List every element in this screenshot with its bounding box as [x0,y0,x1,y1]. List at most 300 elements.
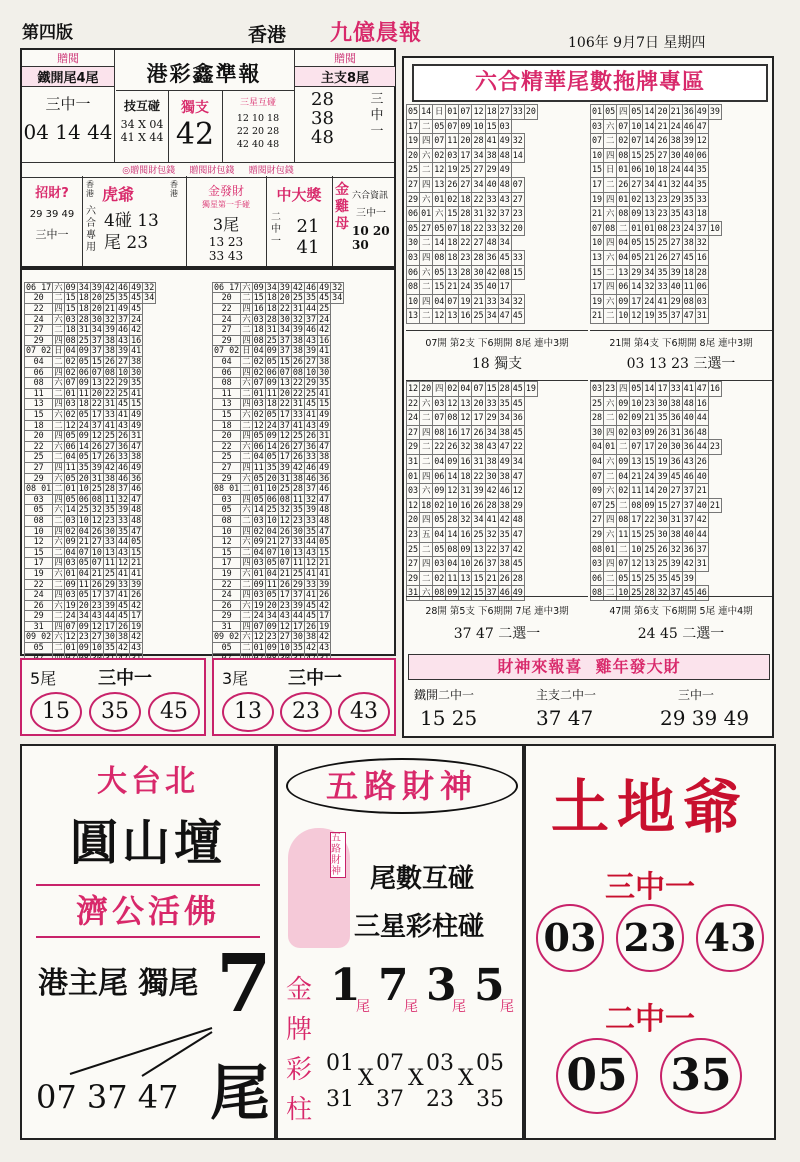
tail-grid-cell: 38 [485,148,498,163]
tail-grid-cell: 六 [420,192,433,207]
history-cell: 19 [65,599,76,610]
tail-grid-cell: 42 [682,557,695,572]
history-cell: 13 [25,399,53,410]
history-cell: 35 [292,642,303,653]
tail-grid-cell: 01 [420,207,433,222]
tail-grid-cell: 14 [630,280,643,295]
bottom-mid-panel: 五路財神 五路財神 尾數互碰 三星彩柱碰 金牌彩柱 1 尾 7 尾 3 尾 5 尾 01 31 X 07 37 X 03 23 X 05 35 [276,744,524,1140]
collide-label: 技互碰 [123,99,160,113]
tail-grid-cell: 07 [617,557,630,572]
caishen-figure [288,828,350,948]
tail-grid-row [591,527,722,542]
history-cell: 49 [117,303,129,314]
tail-grid-cell: 28 [511,571,524,586]
history-cell: 08 [253,334,264,345]
tail-grid-cell: 18 [459,192,472,207]
history-row [25,600,156,611]
tail-grid-cell: 01 [433,192,446,207]
tail-grid-cell: 28 [591,411,604,426]
history-cell: 46 [305,324,317,335]
tail-grid-row [591,309,722,324]
history-cell: 41 [131,387,142,398]
tail-grid-cell: 21 [643,411,656,426]
tail-grid-row [407,294,538,309]
history-cell: 13 [213,399,241,410]
tail-grid-cell: 03 [498,119,511,134]
history-cell: 42 [131,599,142,610]
history-cell: 19 [25,568,53,579]
history-cell: 15 [131,546,142,557]
tail-grid-cell: 35 [656,411,669,426]
history-cell: 07 [253,377,264,388]
tail-grid-cell: 46 [695,586,708,601]
tail-grid-cell: 17 [407,119,420,134]
history-cell: 09 [78,377,89,388]
tail-grid-cell: 44 [682,163,695,178]
history-cell: 49 [319,419,330,430]
history-cell: 26 [25,600,53,611]
history-cell: 48 [131,514,142,525]
tail-grid-cell: 22 [472,469,485,484]
tail-grid-cell: 06 [695,148,708,163]
tail-grid-cell: 40 [682,148,695,163]
tail-grid-cell: 二 [604,571,617,586]
tail-grid-cell: 45 [669,571,682,586]
tail-grid-cell: 32 [485,527,498,542]
tail-grid-cell: 22 [433,440,446,455]
history-cell: 49 [131,419,142,430]
tail-grid-cell: 31 [695,309,708,324]
history-cell: 45 [117,599,129,610]
gift-label-left: 贈閱 [57,52,79,65]
history-cell: 12 [65,631,76,642]
tail-grid-cell: 六 [433,207,446,222]
tail-grid-cell: 35 [498,527,511,542]
tail-grid-row [591,148,722,163]
tail-grid-cell: 23 [511,207,524,222]
tail-grid-cell: 05 [617,571,630,586]
tail-grid-cell: 24 [643,469,656,484]
tail-grid-cell: 01 [604,542,617,557]
tail-grid-cell: 22 [511,440,524,455]
tail-grid-cell: 22 [407,396,420,411]
tail-grid-cell: 14 [446,527,459,542]
tail-grid-cell: 16 [459,527,472,542]
history-cell: 49 [319,281,330,292]
history-cell: 36 [117,440,129,451]
history-row [25,410,156,421]
history-cell: 41 [131,567,142,578]
tail-grid-cell: 39 [682,571,695,586]
tail-grid-cell: 19 [643,309,656,324]
tail-grid-cell: 六 [604,527,617,542]
history-row [213,293,344,304]
history-table-right [212,272,394,654]
history-cell: 01 [253,567,264,578]
history-cell: 41 [104,419,115,430]
tail-grid-cell: 06 [407,265,420,280]
tail-grid-cell: 26 [656,250,669,265]
history-row [25,505,156,516]
history-row [25,547,156,558]
earth-num-1: 43 [696,904,764,972]
history-cell: 49 [319,409,330,420]
info-sub: 三中一 [356,208,386,219]
tail-grid-cell: 13 [643,207,656,222]
tail-grid-cell: 39 [472,484,485,499]
history-row [25,399,156,410]
mid-tail-unit: 尾 [500,999,514,1015]
history-cell: 四 [242,557,251,568]
history-cell: 六 [54,440,63,451]
tail-grid-cell: 05 [433,119,446,134]
history-cell: 30 [279,313,290,324]
history-cell: 六 [54,409,63,420]
history-cell: 06 17 [214,281,240,292]
tail-grid-cell: 13 [459,396,472,411]
history-cell: 22 [213,304,241,315]
top-left-panel: 贈閱 鐵開尾4尾 三中一 04 14 44 港彩鑫準報 技互碰 34 X 04 41 X 44 獨支 42 三星互碰 12 10 18 22 20 28 42 40 48 贈閱 主支8尾 28 38 48 三中一 ◎贈閱財包錢 贈閱財包錢 贈閱財包錢 招財? 29 39 49 三中一 香港 虎爺 香港 六合專用 4碰 13 尾 23 金發財 獨星第一手碰 3尾 13 23 33 43 中大獎 二中一 21 41 金雞母 六合資訊 三中一 10 20 30 [20,48,396,268]
history-cell: 四 [54,493,63,504]
tail-grid-cell: 16 [459,498,472,513]
fortune-item-3-nums: 29 39 49 [660,706,750,730]
tail-grid-cell: 17 [591,177,604,192]
tail-grid-cell: 19 [446,163,459,178]
tail-grid-cell: 13 [617,265,630,280]
history-cell: 42 [305,642,317,653]
tail-grid-cell: 09 [643,425,656,440]
history-cell: 45 [305,599,317,610]
golden-rooster: 金雞母 [335,182,349,232]
history-cell: 25 [305,387,317,398]
history-cell: 38 [131,356,142,367]
tail-grid-cell: 四 [604,425,617,440]
iron-tail-label: 鐵開尾4尾 [22,66,114,87]
history-cell: 12 [117,557,129,568]
history-cell: 四 [242,303,251,314]
history-cell: 33 [104,536,115,547]
tail-grid-row [591,207,722,222]
tail-grid-cell: 18 [485,105,498,120]
history-cell: 43 [279,610,290,621]
history-cell: 二 [54,642,63,653]
tail-grid-cell: 07 [617,119,630,134]
tail-grid-cell: 06 [630,163,643,178]
history-cell: 39 [292,324,303,335]
history-row [213,547,344,558]
history-cell: 22 [25,304,53,315]
tail-grid-cell: 30 [669,148,682,163]
gift-label-right: 贈閱 [334,52,356,65]
history-cell: 37 [91,345,102,356]
history-cell: 04 [65,345,76,356]
history-cell: 31 [292,398,303,409]
tail-grid-cell: 18 [459,221,472,236]
tail-grid-cell: 37 [498,207,511,222]
history-cell: 32 [144,281,155,292]
deity-label: 濟公活佛 [36,884,260,938]
caishen-scroll: 五路財神 [330,832,346,878]
history-row [213,484,344,495]
history-cell: 29 [25,473,53,484]
tail-grid-cell: 38 [498,498,511,513]
history-cell: 09 [78,620,89,631]
tail-grid-cell: 05 [630,236,643,251]
history-row [25,420,156,431]
tail-grid-cell: 二 [420,454,433,469]
tail-grid-cell: 四 [604,236,617,251]
tail-grid-cell: 四 [420,177,433,192]
history-cell: 28 [292,483,303,494]
tail-grid-cell: 21 [630,469,643,484]
history-cell: 01 [65,387,76,398]
history-cell: 14 [65,504,76,515]
history-cell: 09 02 [26,631,52,642]
tail-grid-cell: 29 [485,163,498,178]
tail-grid-cell: 13 [630,454,643,469]
history-cell: 24 [319,313,330,324]
history-cell: 33 [117,451,129,462]
region-label: 大台北 [97,764,199,799]
history-cell: 二 [242,610,251,621]
history-cell: 45 [117,610,129,621]
tail-grid-cell: 36 [485,250,498,265]
tail-grid-cell: 10 [708,221,721,236]
tail-grid-row [591,250,722,265]
tail-grid-cell: 21 [695,484,708,499]
history-row [25,325,156,336]
history-cell: 29 [25,611,53,622]
history-row [213,558,344,569]
tail-grid-cell: 49 [695,105,708,120]
mid-tail-unit: 尾 [452,999,466,1015]
history-cell: 26 [91,440,102,451]
history-cell: 09 [253,281,264,292]
history-cell: 04 [253,546,264,557]
tail-grid-cell: 04 [433,454,446,469]
history-cell: 日 [242,345,251,356]
history-cell: 24 [25,314,53,325]
history-cell: 15 [319,546,330,557]
history-cell: 45 [305,398,317,409]
tail-grid-cell: 02 [446,192,459,207]
fortune-item-1-label: 鐵開二中一 [414,688,475,702]
history-cell: 38 [131,451,142,462]
history-cell: 二 [54,356,63,367]
tail-grid-cell: 34 [472,148,485,163]
fortune-banner: 財神來報喜 雞年發大財 [408,654,770,680]
tail-grid-cell: 25 [407,542,420,557]
tail-grid-cell: 六 [420,148,433,163]
tail-box-5-sub: 三中一 [98,668,152,689]
star-label: 三星互碰 [239,98,276,108]
tail-grid-cell: 02 [617,134,630,149]
tail-grid-cell: 四 [433,382,446,397]
tail-grid-cell: 05 [630,105,643,120]
tail-grid-cell: 32 [643,280,656,295]
history-row [25,293,156,304]
history-cell: 37 [279,419,290,430]
tail-grid-cell: 26 [446,177,459,192]
history-cell: 14 [266,440,277,451]
history-header-row [213,272,344,282]
history-cell: 08 [279,493,290,504]
history-cell: 25 [279,483,290,494]
history-cell: 41 [117,409,129,420]
history-cell: 17 [279,451,290,462]
tail-grid-cell: 12 [459,411,472,426]
history-cell: 10 [78,514,89,525]
history-cell: 32 [305,493,317,504]
tail-grid-cell: 45 [511,425,524,440]
history-cell: 02 [253,409,264,420]
history-row [213,378,344,389]
tail-grid-cell: 12 [472,105,485,120]
history-cell: 20 [25,293,53,304]
tail-grid-row [407,557,538,572]
history-cell: 22 [292,377,303,388]
tail-box-5-num: 45 [148,692,200,732]
history-cell: 18 [78,292,89,303]
history-cell: 24 [253,610,264,621]
history-cell: 46 [305,461,317,472]
history-cell: 09 [253,536,264,547]
history-cell: 四 [54,589,63,600]
tail-grid-cell: 07 [446,119,459,134]
tail-grid-row [591,382,722,397]
history-cell: 29 [25,335,53,346]
tail-grid-cell: 33 [485,221,498,236]
tail-grid-cell: 14 [643,105,656,120]
history-cell: 11 [25,388,53,399]
tail-grid-cell: 14 [643,134,656,149]
history-cell: 六 [54,504,63,515]
history-cell: 二 [54,514,63,525]
history-cell: 38 [104,472,115,483]
tail-grid-cell: 46 [682,119,695,134]
history-cell: 17 [91,409,102,420]
history-cell: 47 [131,493,142,504]
history-cell: 39 [117,504,129,515]
tail-grid-cell: 16 [446,425,459,440]
tail-grid-cell: 32 [695,236,708,251]
history-cell: 四 [242,525,251,536]
tail-box-5 [20,658,206,736]
tail-grid-cell: 四 [420,425,433,440]
history-cell: 二 [54,387,63,398]
tail-grid-cell: 26 [472,557,485,572]
history-cell: 09 [266,430,277,441]
history-cell: 33 [292,409,303,420]
mid-tail-nums: 05 35 [476,1051,504,1112]
history-cell: 38 [104,334,115,345]
history-cell: 12 [213,537,241,548]
history-cell: 02 [253,356,264,367]
history-cell: 24 [213,314,241,325]
history-cell: 05 [78,451,89,462]
history-cell: 六 [54,536,63,547]
history-cell: 05 [266,557,277,568]
history-cell: 42 [319,324,330,335]
history-cell: 二 [242,356,251,367]
history-cell: 32 [117,493,129,504]
tail-grid-cell: 22 [472,221,485,236]
history-cell: 04 [266,567,277,578]
tail-grid-cell: 27 [669,498,682,513]
tail-grid-cell: 09 [446,586,459,601]
history-cell: 44 [104,610,115,621]
history-cell: 37 [91,334,102,345]
history-cell: 26 [292,356,303,367]
tail-grid-cell: 07 [459,105,472,120]
history-cell: 39 [117,345,129,356]
history-cell: 05 [253,430,264,441]
paper-title: 九億晨報 [330,20,423,46]
tail-grid-cell: 10 [446,498,459,513]
history-cell: 26 [104,451,115,462]
history-cell: 25 [78,334,89,345]
history-cell: 09 [78,642,89,653]
history-cell: 28 [78,313,89,324]
history-cell: 06 [78,493,89,504]
tail-grid-cell: 47 [498,440,511,455]
tail-grid-cell: 08 [446,542,459,557]
history-cell: 25 [319,303,330,314]
history-cell: 43 [117,419,129,430]
history-cell: 34 [279,324,290,335]
history-cell: 38 [292,334,303,345]
history-cell: 37 [305,313,317,324]
history-cell: 四 [242,398,251,409]
tail-grid-row [591,163,722,178]
history-cell: 22 [279,398,290,409]
tail-grid-cell: 10 [407,294,420,309]
history-cell: 09 02 [214,631,240,642]
tail-grid-cell: 14 [446,469,459,484]
tail-grid-cell: 39 [669,265,682,280]
history-cell: 45 [131,292,142,303]
tail-grid-cell: 17 [656,382,669,397]
history-cell: 25 [213,452,241,463]
tail-grid-cell: 08 [604,221,617,236]
tail-grid-cell: 30 [485,469,498,484]
tail-grid-cell: 06 [407,207,420,222]
tail-grid-cell: 38 [498,557,511,572]
history-cell: 23 [292,514,303,525]
tail-grid-cell: 44 [695,440,708,455]
main-side: 三中一 [370,92,384,139]
mid-tail-unit: 尾 [356,999,370,1015]
tail-grid-cell: 23 [656,207,669,222]
history-cell: 30 [292,631,303,642]
history-cell: 08 [213,515,241,526]
history-row [25,367,156,378]
history-cell: 09 [65,578,76,589]
tail-grid-cell: 40 [682,527,695,542]
history-cell: 42 [104,281,115,292]
note-b: 21開 第4支 下6期開 8尾 連中3期 [609,338,753,349]
tail-grid-cell: 08 [591,586,604,601]
tail-grid-cell: 10 [591,236,604,251]
history-cell: 21 [266,536,277,547]
history-cell: 04 [78,567,89,578]
tail-grid-cell: 19 [656,454,669,469]
tail-grid-cell: 48 [682,396,695,411]
history-cell: 41 [305,589,317,600]
history-cell: 06 [253,440,264,451]
history-cell: 07 [78,546,89,557]
history-cell: 30 [319,366,330,377]
